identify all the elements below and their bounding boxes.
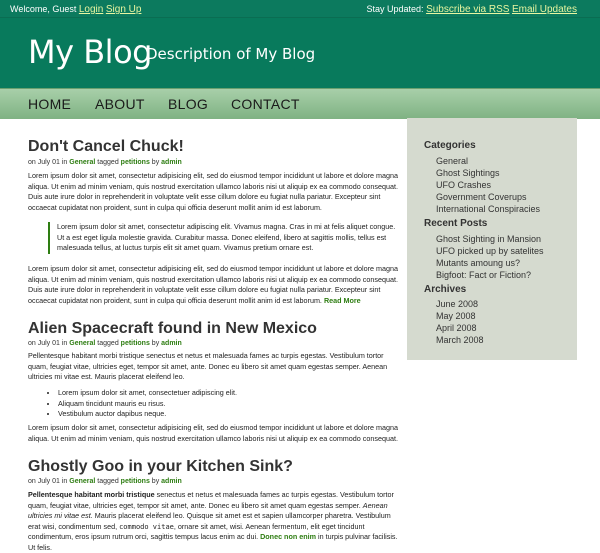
- post-title[interactable]: Don't Cancel Chuck!: [28, 138, 184, 155]
- tagged-label: tagged: [97, 340, 119, 347]
- archives-heading: Archives: [424, 284, 467, 295]
- read-more-link[interactable]: Read More: [323, 295, 361, 305]
- post-paragraph: Lorem ipsum dolor sit amet, consectetur adipisicing elit, sed do eiusmod tempor incididunt ut labore et dolore magna aliqua. Ut enim ad minim veniam, quis nostrud exercitation ullamco laboris nisi ut aliquip ex ea commodo consequat.: [28, 423, 398, 443]
- post-title[interactable]: Ghostly Goo in your Kitchen Sink?: [28, 458, 293, 475]
- tagged-label: tagged: [97, 478, 119, 485]
- main-nav: [0, 88, 600, 119]
- signup-link[interactable]: Sign Up: [105, 4, 142, 15]
- post-tag-link[interactable]: petitions: [120, 159, 150, 166]
- post-paragraph-text: Lorem ipsum dolor sit amet, consectetur adipisicing elit, sed do eiusmod tempor incididunt ut labore et dolore magna aliqua. Ut enim ad minim veniam, quis nostrud exercitation ullamco laboris nisi ut aliquip ex ea commodo consequat. Duis aute irure dolor in reprehenderit in voluptate velit esse cillum dolore eu fugiat nulla pariatur. Excepteur sint occaecat cupidatat non proident, sunt in culpa qui officia deserunt mollit anim id est laborum.: [28, 264, 398, 305]
- nav-about[interactable]: ABOUT: [95, 96, 145, 112]
- top-bar: [0, 0, 600, 17]
- list-item: • Aliquam tincidunt mauris eu risus.: [58, 399, 237, 410]
- post-tag-link[interactable]: petitions: [120, 340, 150, 347]
- nav-blog[interactable]: BLOG: [168, 96, 209, 112]
- nav-home[interactable]: HOME: [28, 96, 72, 112]
- list-item: • Lorem ipsum dolor sit amet, consectetuer adipiscing elit.: [58, 388, 237, 399]
- archive-link[interactable]: March 2008: [436, 335, 484, 345]
- post-author-link[interactable]: admin: [161, 478, 182, 485]
- category-link[interactable]: UFO Crashes: [436, 180, 492, 190]
- post-author-link[interactable]: admin: [161, 159, 182, 166]
- archive-link[interactable]: May 2008: [436, 311, 476, 321]
- post-paragraph: [28, 264, 398, 306]
- welcome-text: Welcome, Guest: [10, 4, 77, 14]
- post-meta: [28, 478, 182, 485]
- by-label: by: [151, 478, 160, 485]
- post-category-link[interactable]: General: [69, 478, 96, 485]
- tagged-label: tagged: [97, 159, 119, 166]
- login-link[interactable]: Login: [78, 4, 104, 15]
- post-blockquote: Lorem ipsum dolor sit amet, consectetur adipiscing elit. Vivamus magna. Cras in mi at felis aliquet congue. Ut a est eget ligula molestie gravida. Curabitur massa. Donec eleifend, libero at sagittis mollis, tellus est malesuada tellus, at luctus turpis elit sit amet quam. Vivamus pretium ornare est.: [48, 222, 397, 254]
- post-bullet-list: [48, 388, 237, 420]
- text: in turpis pulvinar facilisis. Ut felis.: [28, 532, 398, 552]
- category-link[interactable]: International Conspiracies: [436, 204, 541, 214]
- post-category-link[interactable]: General: [69, 159, 96, 166]
- by-label: by: [151, 159, 160, 166]
- rss-link[interactable]: Subscribe via RSS: [426, 4, 510, 15]
- code-text: commodo vitae: [119, 522, 174, 531]
- archive-link[interactable]: April 2008: [436, 323, 477, 333]
- recent-post-link[interactable]: Mutants amoung us?: [436, 258, 521, 268]
- post-meta: [28, 159, 182, 166]
- post-date: on July 01 in: [28, 340, 68, 347]
- recent-post-link[interactable]: Bigfoot: Fact or Fiction?: [436, 270, 532, 280]
- text: senectus et netus et malesuada fames ac turpis egestas. Vestibulum tortor quam, feugiat vitae, ultricies eget, tempor sit amet, ante. Donec eu libero sit amet quam egestas semper.: [28, 490, 394, 510]
- category-link[interactable]: General: [436, 156, 469, 166]
- post-category-link[interactable]: General: [69, 340, 96, 347]
- recent-post-link[interactable]: UFO picked up by satelites: [436, 246, 544, 256]
- subscribe-bar: [367, 4, 577, 15]
- recent-posts-heading: Recent Posts: [424, 218, 488, 229]
- post-paragraph: Pellentesque habitant morbi tristique senectus et netus et malesuada fames ac turpis egestas. Vestibulum tortor quam, feugiat vitae, ultricies eget, tempor sit amet, ante. Donec eu libero sit amet quam egestas semper. Aenean ultricies mi vitae est. Mauris placerat eleifend leo.: [28, 351, 388, 381]
- stay-updated-label: Stay Updated:: [366, 4, 424, 14]
- inline-link[interactable]: Donec non enim: [260, 532, 317, 541]
- post-paragraph: Lorem ipsum dolor sit amet, consectetur adipisicing elit, sed do eiusmod tempor incididunt ut labore et dolore magna aliqua. Ut enim ad minim veniam, quis nostrud exercitation ullamco laboris nisi ut aliquip ex ea commodo consequat. Duis aute irure dolor in reprehenderit in voluptate velit esse cillum dolore eu fugiat nulla pariatur. Excepteur sint occaecat cupidatat non proident, sunt in culpa qui officia deserunt mollit anim id est laborum.: [28, 171, 398, 212]
- recent-post-link[interactable]: Ghost Sighting in Mansion: [436, 234, 542, 244]
- site-title[interactable]: My Blog: [28, 33, 152, 71]
- post-tag-link[interactable]: petitions: [120, 478, 150, 485]
- email-updates-link[interactable]: Email Updates: [511, 4, 577, 15]
- by-label: by: [151, 340, 160, 347]
- text: , ornare sit amet, wisi. Aenean fermentum, elit eget tincidunt condimentum, eros ipsum rutrum orci, sagittis tempus lacus enim ac dui.: [28, 521, 365, 541]
- category-link[interactable]: Ghost Sightings: [436, 168, 500, 178]
- category-link[interactable]: Government Coverups: [436, 192, 527, 202]
- post-author-link[interactable]: admin: [161, 340, 182, 347]
- archive-link[interactable]: June 2008: [436, 299, 479, 309]
- list-item: • Vestibulum auctor dapibus neque.: [58, 409, 237, 420]
- nav-contact[interactable]: CONTACT: [231, 96, 300, 112]
- post-date: on July 01 in: [28, 478, 68, 485]
- italic-text: Aenean ultricies mi vitae est.: [28, 500, 388, 520]
- user-bar: [10, 4, 141, 15]
- sidebar: [407, 118, 577, 360]
- site-header: [0, 17, 600, 89]
- post-paragraph: [28, 490, 398, 553]
- post-meta: [28, 340, 182, 347]
- categories-heading: Categories: [424, 140, 476, 151]
- post-date: on July 01 in: [28, 159, 68, 166]
- text: Mauris placerat eleifend leo. Quisque sit amet est et sapien ullamcorper pharetra. Vestibulum erat wisi, condimentum sed,: [28, 511, 391, 531]
- site-description: Description of My Blog: [146, 45, 316, 63]
- post-title[interactable]: Alien Spacecraft found in New Mexico: [28, 320, 317, 337]
- bold-text: Pellentesque habitant morbi tristique: [28, 490, 155, 499]
